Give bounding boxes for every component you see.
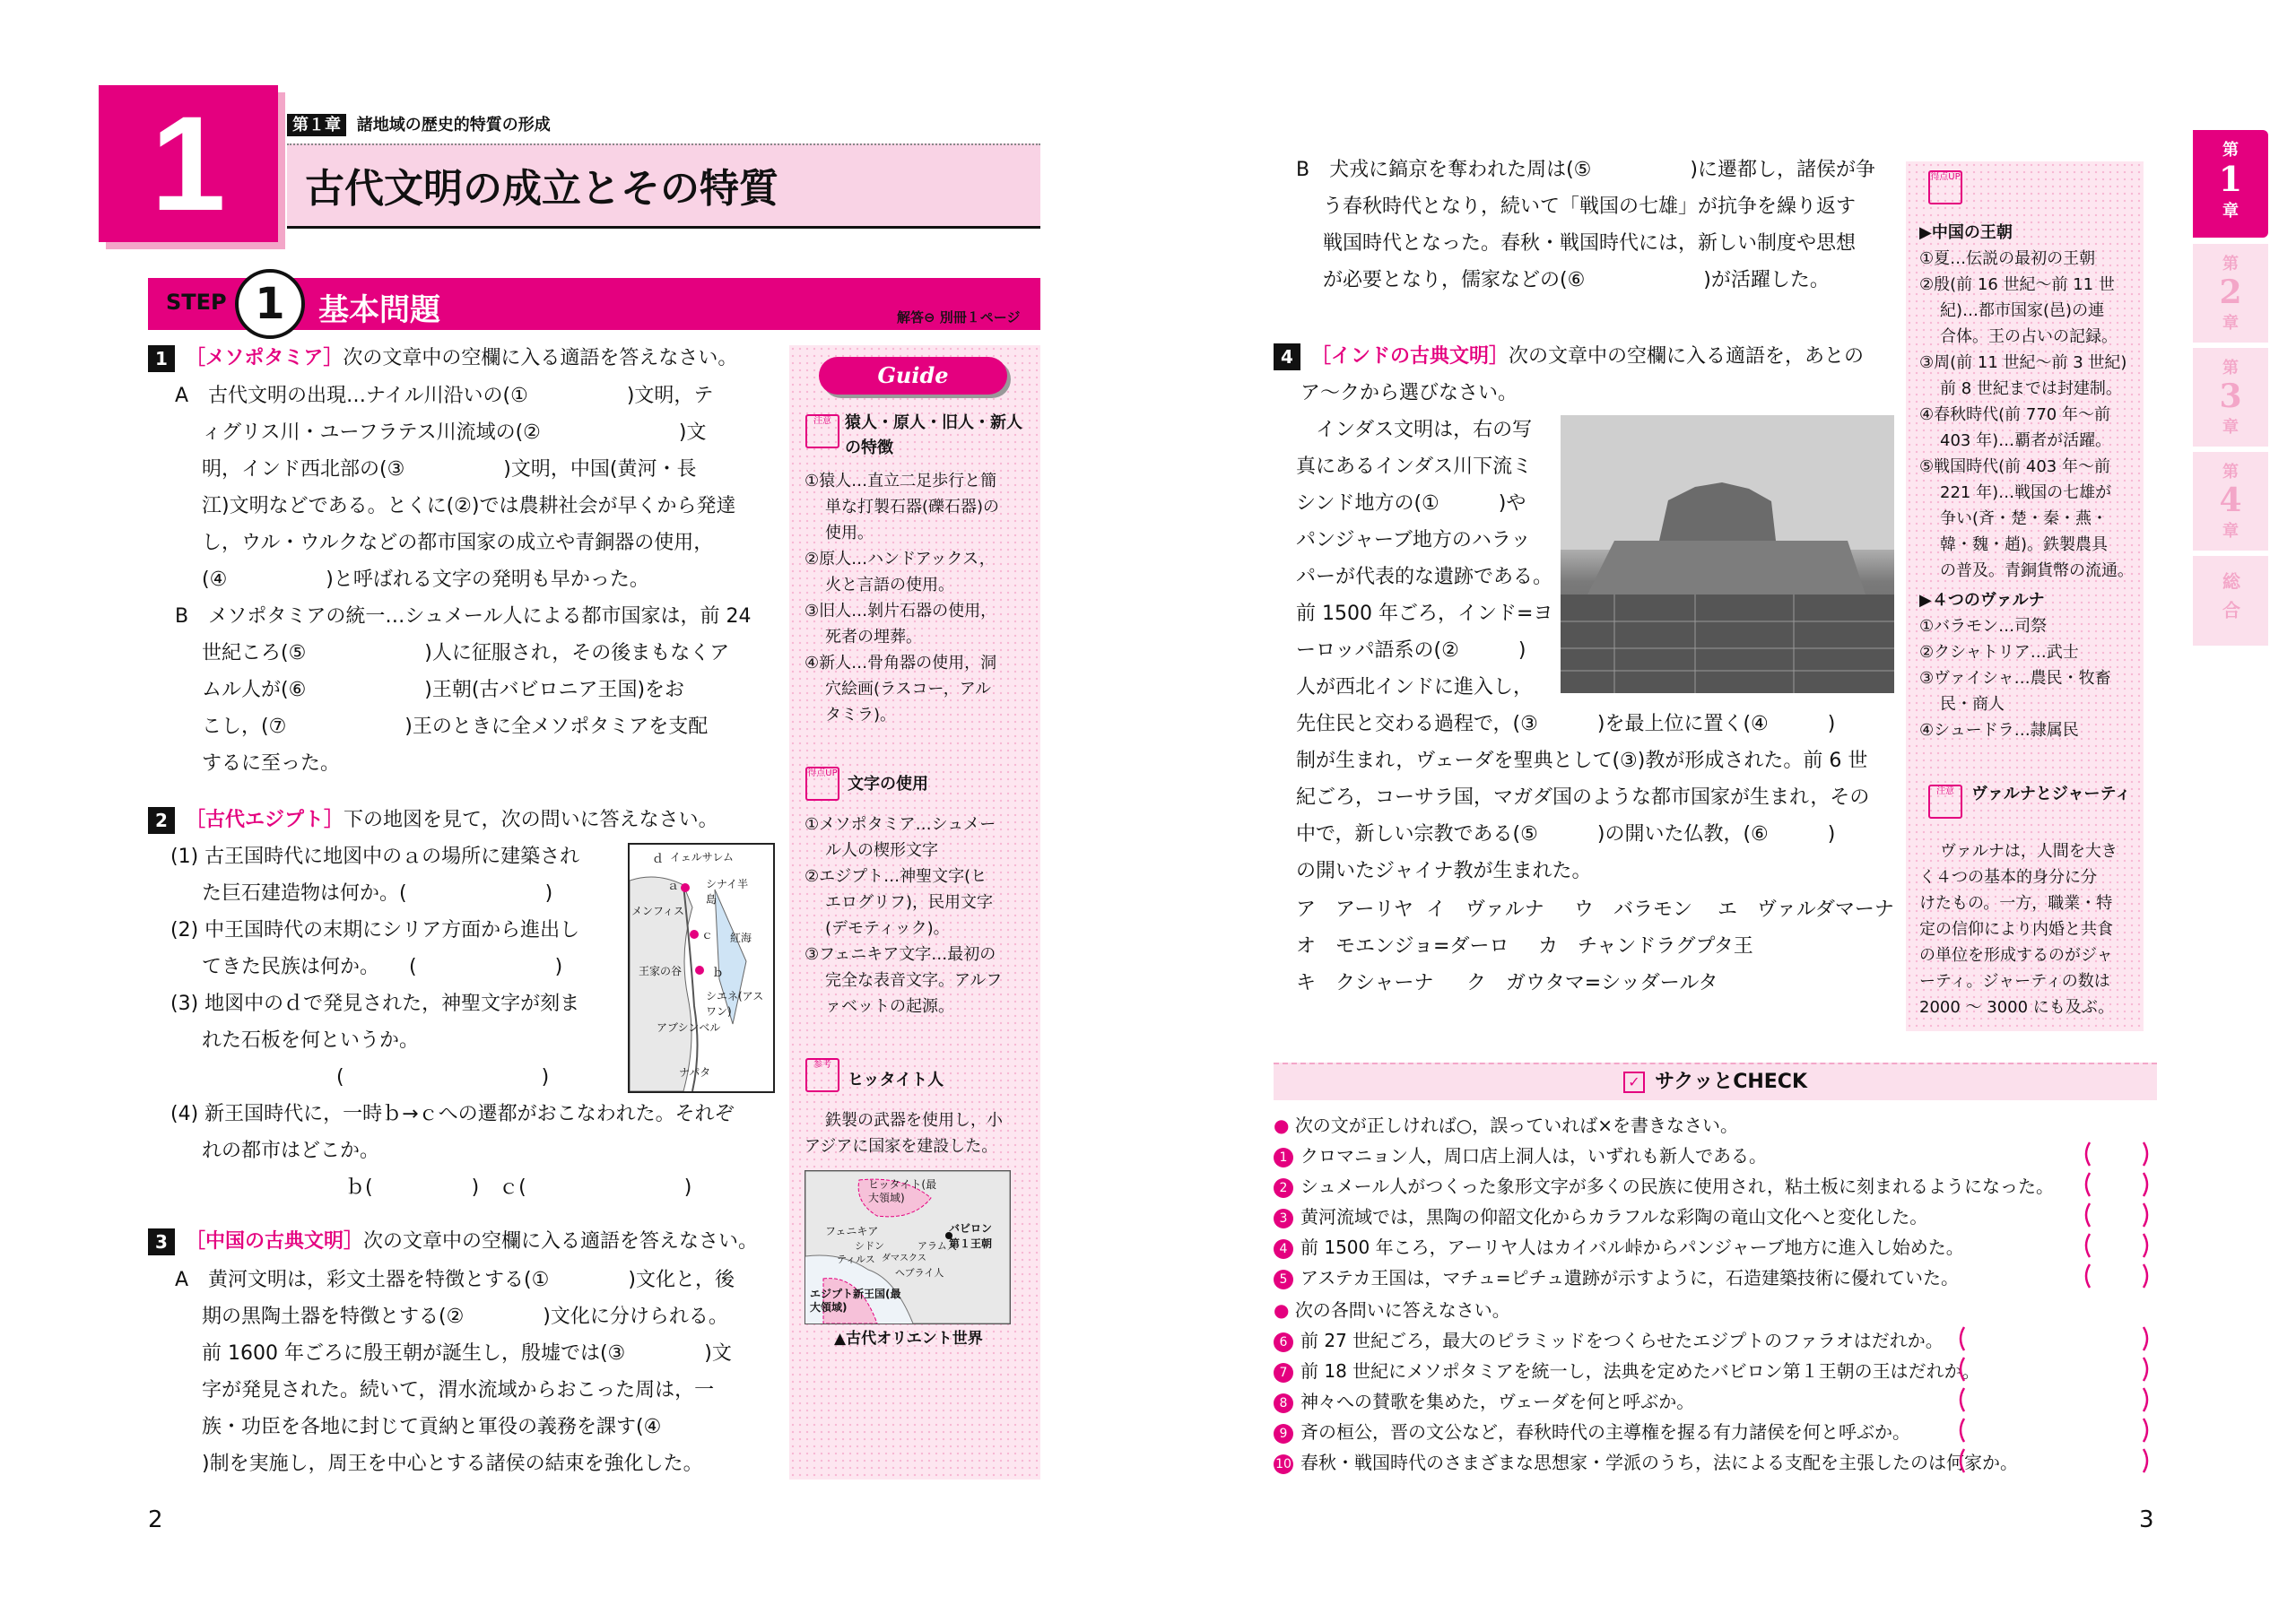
step-title: 基本問題 xyxy=(318,292,440,328)
tab-num: 2 xyxy=(2219,273,2242,311)
side-line: 2000 ～ 3000 にも及ぶ。 xyxy=(1919,998,2115,1017)
guide-line: 穴絵画(ラスコー，アル xyxy=(825,680,992,699)
guide-title: Guide xyxy=(877,362,949,388)
check-num: 2 xyxy=(1274,1178,1293,1198)
tab-num: 4 xyxy=(2219,482,2242,519)
q1-tag: ［メソポタミア］ xyxy=(186,347,344,369)
tab-label: 総合 xyxy=(2219,572,2241,629)
side-heading: ヴァルナとジャーティ xyxy=(1971,785,2132,803)
q4-prompt: 次の文章中の空欄に入る適語を，あとの xyxy=(1509,345,1865,368)
egypt-map xyxy=(628,843,775,1093)
check-num: 6 xyxy=(1274,1332,1293,1352)
map-label: シエネ(アスワン) xyxy=(706,990,764,1018)
side-line: 紀)…都市国家(邑)の連 xyxy=(1940,301,2105,320)
side-line: ①バラモン…司祭 xyxy=(1919,617,2048,636)
side-line: ーティ。ジャーティの数は xyxy=(1919,972,2110,991)
check-num: 5 xyxy=(1274,1270,1293,1289)
q3b-line: が必要となり，儒家などの(⑥ )が活躍した。 xyxy=(1323,269,1830,291)
q3b-line: う春秋時代となり，続いて「戦国の七雄」が抗争を繰り返す xyxy=(1323,195,1857,218)
q4-line: 真にあるインダス川下流ミ xyxy=(1296,456,1533,478)
q2-line: れの都市はどこか。 xyxy=(202,1140,380,1162)
page-title: 古代文明の成立とその特質 xyxy=(305,166,778,212)
check-item xyxy=(1274,1263,1959,1293)
check-num: 9 xyxy=(1274,1424,1293,1444)
check-item xyxy=(1274,1447,2018,1478)
map-point-a xyxy=(681,883,690,892)
orient-map-label: ヘブライ人 xyxy=(895,1267,944,1279)
q4-line: ーロッパ語系の(② ) xyxy=(1296,639,1526,662)
tab-general[interactable] xyxy=(2193,556,2268,646)
guide-line: ①メソポタミア…シュメー xyxy=(804,815,996,834)
caution-icon: 注意 xyxy=(805,414,839,448)
q3-line: 族・功臣を各地に封じて貢納と軍役の義務を課す(④ xyxy=(202,1416,662,1438)
side-line: く４つの基本的身分に分 xyxy=(1919,868,2097,887)
guide-line: ②エジプト…神聖文字(ヒ xyxy=(804,867,987,886)
map-label: ナパタ xyxy=(679,1066,711,1079)
check-item xyxy=(1274,1202,1927,1232)
check-item xyxy=(1274,1141,1767,1171)
check-num: 1 xyxy=(1274,1148,1293,1167)
check-text: 斉の桓公，晋の文公など，春秋時代の主導権を握る有力諸侯を何と呼ぶか。 xyxy=(1300,1421,1910,1443)
q4-line: シンド地方の(① )や xyxy=(1296,492,1526,515)
q2-line: (1) 古王国時代に地図中のａの場所に建築され xyxy=(170,846,580,868)
check-num: 10 xyxy=(1274,1454,1293,1474)
map-label: ｄ xyxy=(652,853,665,866)
q4-line: の開いたジャイナ教が生まれた。 xyxy=(1296,860,1592,882)
side-line: 韓・魏・趙)。鉄製農具 xyxy=(1940,535,2109,554)
q2-heading xyxy=(148,803,718,838)
q2-line: ( ) xyxy=(336,1066,550,1089)
q3-tag: ［中国の古典文明］ xyxy=(186,1230,364,1253)
q1-number: 1 xyxy=(148,345,175,372)
reference-book-icon: 参考 xyxy=(805,1058,839,1092)
map-point-b xyxy=(695,966,704,975)
orient-map-label: ティルス xyxy=(837,1254,875,1265)
guide-heading: ヒッタイト人 xyxy=(848,1071,944,1089)
tab-num: 1 xyxy=(2218,159,2243,199)
side-heading: ▶中国の王朝 xyxy=(1919,223,2013,242)
guide-line: ル人の楔形文字 xyxy=(825,841,938,860)
q4-choice: キ クシャーナ xyxy=(1296,972,1434,994)
guide-line: 単な打製石器(礫石器)の xyxy=(825,498,1000,516)
q4-choice: イ ヴァルナ xyxy=(1426,898,1544,921)
guide-line: タミラ)。 xyxy=(825,706,897,725)
orient-map-label: バビロン xyxy=(949,1222,993,1235)
check-text: 前 27 世紀ごろ，最大のピラミッドをつくらせたエジプトのファラオはだれか。 xyxy=(1300,1330,1944,1351)
check-text: 神々への賛歌を集めた，ヴェーダを何と呼ぶか。 xyxy=(1300,1391,1695,1412)
q1-line: (④ )と呼ばれる文字の発明も早かった。 xyxy=(202,568,649,591)
chapter-label xyxy=(287,112,551,135)
q4-line: 中で，新しい宗教である(⑤ )の開いた仏教，(⑥ ) xyxy=(1296,823,1836,846)
tab-chapter-2[interactable] xyxy=(2193,244,2268,343)
side-line: 定の信仰により内婚と共食 xyxy=(1919,920,2113,939)
check-text: アステカ王国は，マチュ=ピチュ遺跡が示すように，石造建築技術に優れていた。 xyxy=(1300,1267,1959,1289)
q4-line: 前 1500 年ごろ，インド=ヨ xyxy=(1296,603,1553,625)
q1-line: し，ウル・ウルクなどの都市国家の成立や青銅器の使用， xyxy=(202,532,714,554)
check-intro-text: 次の文が正しければ○，誤っていれば×を書きなさい。 xyxy=(1294,1115,1739,1136)
q1-line: ムル人が(⑥ )王朝(古バビロニア王国)をお xyxy=(202,679,685,701)
q1-line: 明，インド西北部の(③ )文明，中国(黄河・長 xyxy=(202,458,697,481)
guide-line: エログリフ)，民用文字 xyxy=(825,893,994,912)
guide-line: 鉄製の武器を使用し，小 xyxy=(825,1111,1003,1130)
check-title: サクッとCHECK xyxy=(1655,1071,1807,1093)
guide-title-pill xyxy=(819,357,1007,395)
check-text: 春秋・戦国時代のさまざまな思想家・学派のうち，法による支配を主張したのは何家か。 xyxy=(1300,1452,2018,1473)
q3-line: 字が発見された。続いて，渭水流域からおこった周は，一 xyxy=(202,1379,715,1402)
map-label: ａ xyxy=(667,880,680,893)
side-heading: ▶４つのヴァルナ xyxy=(1919,591,2045,610)
page-number-right: 3 xyxy=(2139,1506,2154,1533)
map-label: ｂ xyxy=(712,967,725,980)
q4-choice: オ モエンジョ=ダーロ xyxy=(1296,935,1509,958)
check-text: クロマニョン人，周口店上洞人は，いずれも新人である。 xyxy=(1300,1145,1767,1167)
map-label: 紅海 xyxy=(730,932,752,944)
q4-choice: ア アーリヤ xyxy=(1296,898,1413,921)
q2-number: 2 xyxy=(148,807,175,834)
side-badge-caution xyxy=(1928,785,1962,819)
guide-heading: 文字の使用 xyxy=(848,775,928,794)
check-num: 4 xyxy=(1274,1239,1293,1259)
side-line: ③ヴァイシャ…農民・牧畜 xyxy=(1919,669,2111,688)
q4-choice: ク ガウタマ=シッダールタ xyxy=(1466,972,1718,994)
check-text: 前 18 世紀にメソポタミアを統一し，法典を定めたバビロン第１王朝の王はだれか。 xyxy=(1300,1360,1980,1382)
orient-map-label: ヒッタイト(最大領域) xyxy=(868,1178,937,1204)
guide-badge-ref xyxy=(805,1058,839,1092)
page-number-left: 2 xyxy=(148,1506,163,1533)
q4-line: 人が西北インドに進入し， xyxy=(1296,676,1534,699)
check-item xyxy=(1274,1171,2054,1202)
q1-line: 世紀ころ(⑤ )人に征服され，その後まもなくア xyxy=(202,642,730,664)
check-text: 黄河流域では，黒陶の仰韶文化からカラフルな彩陶の竜山文化へと変化した。 xyxy=(1300,1206,1928,1228)
q4-line: 制が生まれ，ヴェーダを聖典として(③)教が形成された。前 6 世 xyxy=(1296,750,1868,772)
answer-brackets-2 xyxy=(1955,1324,2161,1485)
orient-map-label: フェニキア xyxy=(825,1225,879,1237)
q1-line: ィグリス川・ユーフラテス川流域の(② )文 xyxy=(202,421,707,444)
side-line: ②殷(前 16 世紀～前 11 世 xyxy=(1919,275,2115,294)
tab-label: 第 xyxy=(2222,255,2239,273)
q4-line: パンジャーブ地方のハラッ xyxy=(1296,529,1531,551)
q3-heading xyxy=(148,1224,758,1260)
chapter-tag: 第１章 xyxy=(287,114,346,136)
q4-line: 先住民と交わる過程で，(③ )を最上位に置く(④ ) xyxy=(1296,713,1836,735)
step-number: 1 xyxy=(255,279,285,329)
title-band xyxy=(287,143,1040,229)
orient-map-caption: ▲古代オリエント世界 xyxy=(834,1330,983,1348)
chapter-number-block xyxy=(99,85,278,242)
q2-line: (4) 新王国時代に，一時ｂ→ｃへの遷都がおこなわれた。それぞ xyxy=(170,1103,735,1125)
q2-line: ｂ( ) ｃ( ) xyxy=(345,1176,692,1199)
guide-line: ②原人…ハンドアックス， xyxy=(804,550,996,568)
q4-number: 4 xyxy=(1274,343,1300,370)
orient-map-label: エジプト新王国(最大領域) xyxy=(810,1288,901,1314)
map-label: 王家の谷 xyxy=(639,965,683,977)
tab-label: 第 xyxy=(2222,359,2239,378)
tab-label: 第 xyxy=(2222,141,2239,160)
side-line: の普及。青銅貨幣の流通。 xyxy=(1940,561,2134,580)
q2-line: れた石板を何というか。 xyxy=(202,1029,420,1052)
orient-map-label: ダマスクス xyxy=(882,1254,926,1263)
q4-prompt2: ア～クから選びなさい。 xyxy=(1300,382,1518,404)
side-line: 403 年)…覇者が活躍。 xyxy=(1940,431,2112,450)
step-number-circle xyxy=(235,269,305,339)
q4-line: インダス文明は，右の写 xyxy=(1296,419,1533,441)
tab-suffix: 章 xyxy=(2222,314,2239,333)
q4-line: パーが代表的な遺跡である。 xyxy=(1296,566,1553,588)
side-line: ⑤戦国時代(前 403 年～前 xyxy=(1919,457,2110,476)
tab-suffix: 章 xyxy=(2222,418,2239,437)
q4-line: 紀ごろ，コーサラ国，マガダ国のような都市国家が生まれ，その xyxy=(1296,786,1870,809)
q3b-line: B 犬戎に鎬京を奪われた周は(⑤ )に遷都し，諸侯が争 xyxy=(1296,159,1875,181)
guide-line: 使用。 xyxy=(825,524,874,542)
side-line: 合体。王の占いの記録。 xyxy=(1940,327,2118,346)
guide-line: ③旧人…剝片石器の使用， xyxy=(804,602,997,621)
side-badge-up xyxy=(1928,170,1962,204)
side-line: ④シュードラ…隷属民 xyxy=(1919,721,2079,740)
map-label: イェルサレム xyxy=(670,851,734,864)
q2-line: た巨石建造物は何か。( ) xyxy=(202,882,553,905)
side-line: の単位を形成するのがジャ xyxy=(1919,946,2113,965)
q3-line: 期の黒陶土器を特徴とする(② )文化に分けられる。 xyxy=(202,1306,728,1328)
map-label: ｃ xyxy=(701,929,714,942)
q1-line: A 古代文明の出現…ナイル川沿いの(① )文明，テ xyxy=(175,385,714,407)
q1-line: こし，(⑦ )王のときに全メソポタミアを支配 xyxy=(202,716,709,738)
guide-badge-caution xyxy=(805,414,839,448)
ruins-illustration xyxy=(1561,415,1894,693)
guide-line: (デモティック)。 xyxy=(825,919,950,938)
guide-heading: 猿人・原人・旧人・新人の特徴 xyxy=(845,413,1022,457)
check-text: 前 1500 年ころ，アーリヤ人はカイバル峠からパンジャーブ地方に進入し始めた。 xyxy=(1300,1237,1964,1258)
tab-chapter-1[interactable] xyxy=(2193,130,2268,238)
check-item xyxy=(1274,1356,1980,1386)
q2-tag: ［古代エジプト］ xyxy=(186,809,344,831)
check-item xyxy=(1274,1386,1694,1417)
map-label: メンフィス xyxy=(631,905,685,917)
side-line: 争い(斉・楚・秦・燕・ xyxy=(1940,509,2109,528)
q2-line: てきた民族は何か。 ( ) xyxy=(202,956,563,978)
check-intro: ● 次の各問いに答えなさい。 xyxy=(1274,1299,1510,1321)
score-up-icon: 得点UP xyxy=(1928,170,1962,204)
tab-suffix: 章 xyxy=(2222,202,2239,221)
check-intro-text: 次の各問いに答えなさい。 xyxy=(1294,1299,1510,1321)
orient-map-label: 第１王朝 xyxy=(949,1237,993,1250)
tab-label: 第 xyxy=(2222,463,2239,482)
chapter-number: 1 xyxy=(151,88,226,239)
q2-line: (2) 中王国時代の末期にシリア方面から進出し xyxy=(170,919,580,942)
q4-choice: ウ バラモン xyxy=(1574,898,1693,921)
q1-line: 江)文明などである。とくに(②)では農耕社会が早くから発達 xyxy=(202,495,736,517)
q3-line: 前 1600 年ごろに殷王朝が誕生し，殷墟では(③ )文 xyxy=(202,1342,732,1365)
q4-tag: ［インドの古典文明］ xyxy=(1311,345,1509,368)
check-item xyxy=(1274,1417,1910,1447)
side-line: ①夏…伝説の最初の王朝 xyxy=(1919,249,2096,268)
q1-heading xyxy=(148,341,737,377)
q3-line: A 黄河文明は，彩文土器を特徴とする(① )文化と，後 xyxy=(175,1269,735,1291)
map-label: アブシンベル xyxy=(657,1021,721,1034)
side-line: 民・商人 xyxy=(1940,695,2005,714)
tab-suffix: 章 xyxy=(2222,522,2239,541)
map-label: シナイ半島 xyxy=(706,878,749,906)
answer-ref: 解答⊖ 別冊１ページ xyxy=(897,309,1021,325)
orient-map xyxy=(804,1170,1011,1324)
guide-line: 完全な表音文字。アルフ xyxy=(825,971,1003,990)
check-num: 7 xyxy=(1274,1363,1293,1383)
q2-prompt: 下の地図を見て，次の問いに答えなさい。 xyxy=(344,809,718,831)
side-line: ③周(前 11 世紀～前 3 世紀) xyxy=(1919,353,2127,372)
check-num: 8 xyxy=(1274,1393,1293,1413)
check-item xyxy=(1274,1232,1964,1263)
guide-line: ③フェニキア文字…最初の xyxy=(804,945,996,964)
guide-line: ①猿人…直立二足歩行と簡 xyxy=(804,472,997,490)
orient-map-label: アラム人 xyxy=(918,1240,957,1252)
guide-line: 死者の埋葬。 xyxy=(825,628,922,647)
check-intro: ● 次の文が正しければ○，誤っていれば×を書きなさい。 xyxy=(1274,1115,1739,1136)
q3-line: )制を実施し，周王を中心とする諸侯の結束を強化した。 xyxy=(202,1453,703,1475)
check-num: 3 xyxy=(1274,1209,1293,1228)
guide-line: ④新人…骨角器の使用，洞 xyxy=(804,654,997,673)
side-line: 221 年)…戦国の七雄が xyxy=(1940,483,2112,502)
map-point-c xyxy=(690,930,699,939)
q3b-line: 戦国時代となった。春秋・戦国時代には，新しい制度や思想 xyxy=(1323,232,1857,255)
q3-number: 3 xyxy=(148,1228,175,1255)
check-icon: ✓ xyxy=(1623,1072,1645,1093)
side-line: けたもの。一方，職業・特 xyxy=(1919,894,2113,913)
side-line: ④春秋時代(前 770 年～前 xyxy=(1919,405,2110,424)
mohenjo-daro-photo xyxy=(1561,415,1894,693)
tab-chapter-3[interactable] xyxy=(2193,348,2268,447)
orient-map-label: シドン xyxy=(855,1240,884,1252)
q4-choice: カ チャンドラグプタ王 xyxy=(1538,935,1753,958)
q1-line: するに至った。 xyxy=(202,752,341,775)
chapter-subtitle: 諸地域の歴史的特質の形成 xyxy=(356,116,551,135)
score-up-icon: 得点UP xyxy=(805,767,839,801)
q1-prompt: 次の文章中の空欄に入る適語を答えなさい。 xyxy=(343,347,738,369)
tab-chapter-4[interactable] xyxy=(2193,452,2268,551)
caution-icon: 注意 xyxy=(1928,785,1962,819)
q4-choice: エ ヴァルダマーナ xyxy=(1718,898,1894,921)
q1-line: B メソポタミアの統一…シュメール人による都市国家は，前 24 xyxy=(175,605,752,628)
side-line: 前 8 世紀までは封建制。 xyxy=(1940,379,2122,398)
side-line: ②クシャトリア…武士 xyxy=(1919,643,2079,662)
guide-badge-up xyxy=(805,767,839,801)
tab-num: 3 xyxy=(2219,378,2242,415)
q3-prompt: 次の文章中の空欄に入る適語を答えなさい。 xyxy=(363,1230,759,1253)
guide-line: アジアに国家を建設した。 xyxy=(804,1137,998,1156)
check-text: シュメール人がつくった象形文字が多くの民族に使用され，粘土板に刻まれるようになった。 xyxy=(1300,1176,2054,1197)
q2-line: (3) 地図中のｄで発見された，神聖文字が刻ま xyxy=(170,993,580,1015)
check-header xyxy=(1274,1063,2157,1100)
side-line: ヴァルナは，人間を大き xyxy=(1940,842,2118,861)
q4-heading xyxy=(1274,339,1864,375)
guide-line: ァベットの起源。 xyxy=(825,997,954,1016)
check-item xyxy=(1274,1325,1944,1356)
guide-line: 火と言語の使用。 xyxy=(825,576,954,595)
step-label: STEP xyxy=(166,290,227,315)
